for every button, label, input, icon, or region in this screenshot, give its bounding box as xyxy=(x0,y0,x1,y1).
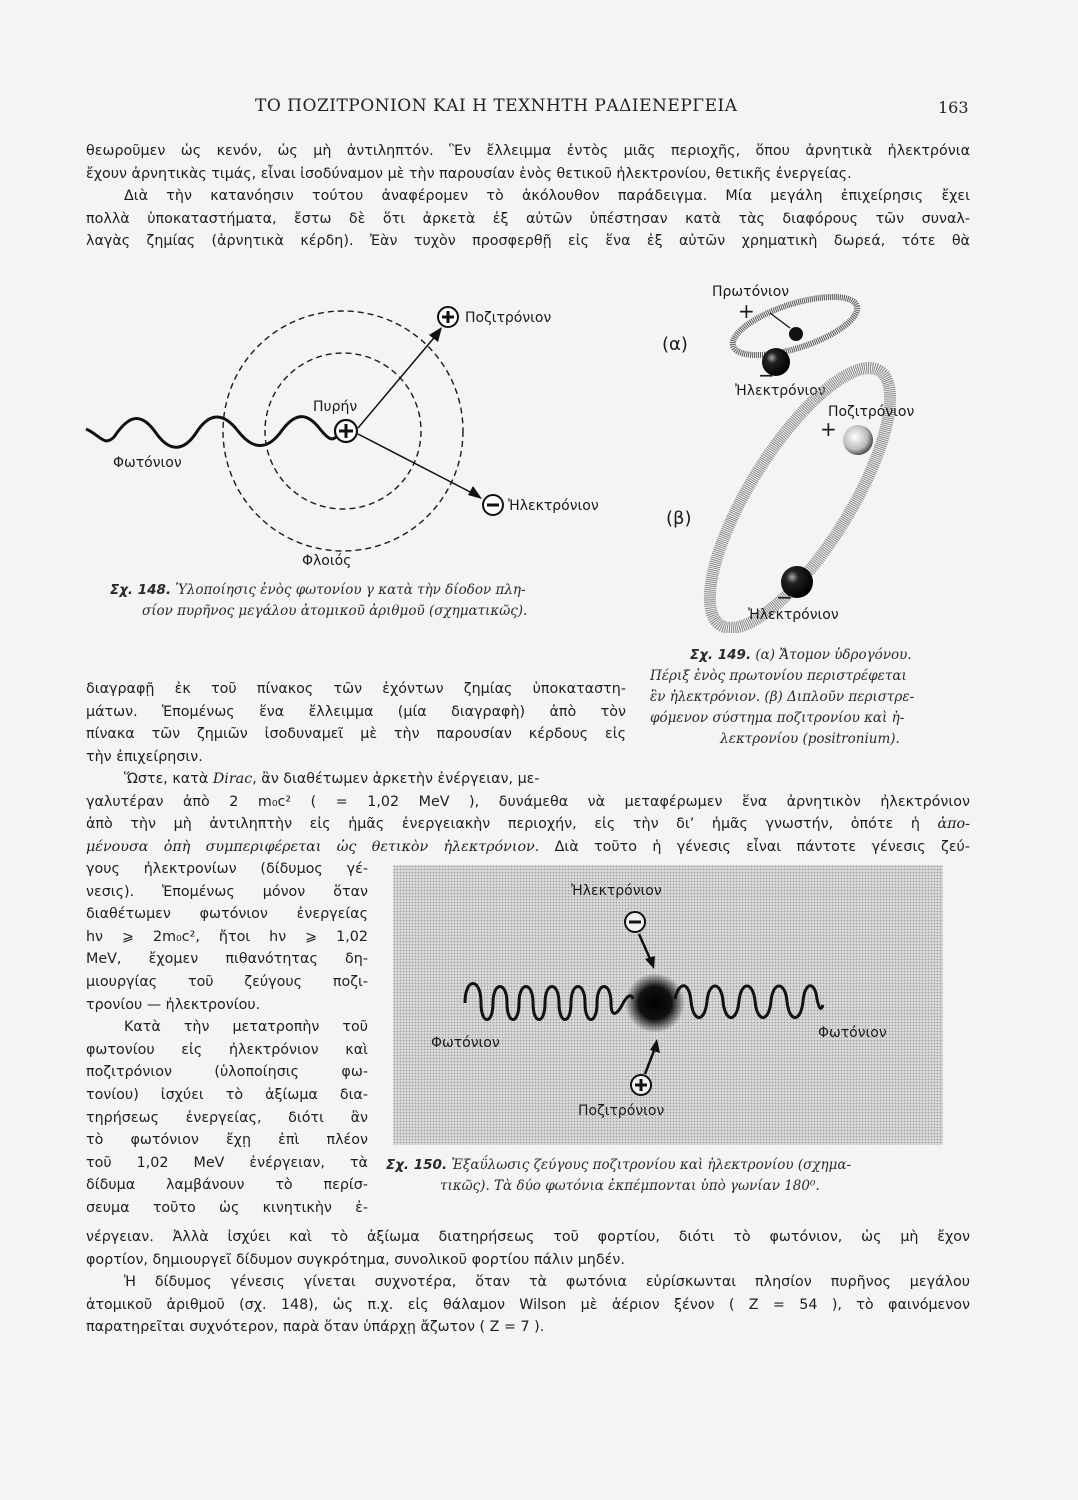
text-line: τὸ φωτόνιον ἔχῃ ἐπὶ πλέον xyxy=(86,1132,368,1149)
text-line: hν ⩾ 2m₀c², ἤτοι hν ⩾ 1,02 xyxy=(86,928,368,945)
caption-line: Πέριξ ἑνὸς πρωτονίου περιστρέφεται xyxy=(650,668,907,684)
dirac-text xyxy=(86,768,970,858)
text-line: διαγραφῇ ἐκ τοῦ πίνακος τῶν ἐχόντων ζημίας ὑποκαταστη- xyxy=(86,681,626,697)
running-header: ΤΟ ΠΟΖΙΤΡΟΝΙΟΝ ΚΑΙ Η ΤΕΧΝΗΤΗ ΡΑΔΙΕΝΕΡΓΕΙΑ xyxy=(255,96,738,116)
label-a: (α) xyxy=(662,334,688,355)
annihilation-point xyxy=(625,973,685,1033)
text-line: Διὰ τὴν κατανόησιν τούτου ἀναφέρομεν τὸ ἀκόλουθον παράδειγμα. Μία μεγάλη ἐπιχείρησις ἔχει xyxy=(124,188,970,205)
text-line: παρατηρεῖται συχνότερον, παρὰ ὅταν ὑπάρχῃ ἄζωτον ( Z = 7 ). xyxy=(86,1319,545,1336)
caption-line: σίον πυρῆνος μεγάλου ἀτομικοῦ ἀριθμοῦ (σχηματικῶς). xyxy=(142,603,528,619)
text-line: πολλὰ ὑποκαταστήματα, ἔστω δὲ ὅτι ἀρκετὰ ἐξ αὐτῶν ὑπέστησαν κατὰ τὰς διαφόρους τῶν συναλ- xyxy=(86,210,970,227)
mid-text xyxy=(86,678,626,768)
caption-line: φόμενον σύστημα ποζιτρονίου καὶ ἠ- xyxy=(650,710,905,726)
label-photon-right: Φωτόνιον xyxy=(818,1025,887,1041)
label-proton: Πρωτόνιον xyxy=(712,284,790,300)
text-line: γους ἠλεκτρονίων (δίδυμος γέ- xyxy=(86,861,368,877)
text-line: θεωροῦμεν ὡς κενόν, ὡς μὴ ἀντιληπτόν. Ἓν ἔλλειμμα ἐντὸς μιᾶς περιοχῆς, ὅπου ἀρνητικὰ ἠλεκτρόνια xyxy=(86,143,970,159)
text-line: Ἡ δίδυμος γένεσις γίνεται συχνοτέρα, ὅταν τὰ φωτόνια εὑρίσκωνται πλησίον πυρῆνος μεγάλου xyxy=(124,1274,970,1291)
label-positron: Ποζιτρόνιον xyxy=(465,310,552,326)
label-photon: Φωτόνιον xyxy=(113,455,182,471)
plus-sign: + xyxy=(738,299,755,323)
figure-149-atom-and-positronium xyxy=(640,278,960,633)
text-line: γαλυτέραν ἀπὸ 2 m₀c² ( = 1,02 MeV ), δυνάμεθα νὰ μεταφέρωμεν ἕνα ἀρνητικὸν ἠλεκτρόνιον xyxy=(86,793,970,810)
positron-track xyxy=(358,333,438,428)
left-column-text xyxy=(86,858,368,1220)
text-line: λαγὰς ζημίας (ἀρνητικὰ κέρδη). Ἐὰν τυχὸν προσφερθῇ εἰς ἕνα ἐξ αὐτῶν χρηματικὴ δωρεά, τότε θὰ xyxy=(86,233,970,250)
caption-line: (α) Ἄτομον ὑδρογόνου. xyxy=(755,647,912,663)
text-line: μιουργίας τοῦ ζεύγους ποζι- xyxy=(86,973,368,990)
figure-number: Σχ. 148. xyxy=(110,582,172,598)
text-line: τονίου) ἰσχύει τὸ ἀξίωμα δια- xyxy=(86,1086,368,1103)
figure-150-caption xyxy=(386,1155,976,1197)
minus-sign: − xyxy=(776,585,793,609)
label-positron: Ποζιτρόνιον xyxy=(578,1103,665,1119)
text-line: μάτων. Ἑπομένως ἕνα ἔλλειμμα (μία διαγραφὴ) ἀπὸ τὸν xyxy=(86,703,626,720)
caption-line: Ἐξαΰλωσις ζεύγους ποζιτρονίου καὶ ἠλεκτρονίου (σχημα- xyxy=(451,1157,852,1173)
text-line: MeV, ἔχομεν πιθανότητας δη- xyxy=(86,951,368,968)
text-line: τοῦ 1,02 MeV ἐνέργειαν, τὰ xyxy=(86,1154,368,1171)
text-line: ποζιτρόνιον (ὑλοποίησις φω- xyxy=(86,1064,368,1081)
caption-line: Ὑλοποίησις ἑνὸς φωτονίου γ κατὰ τὴν δίοδον πλη- xyxy=(175,582,526,598)
figure-148-caption xyxy=(110,580,630,622)
figure-number: Σχ. 150. xyxy=(386,1157,448,1173)
figure-149-caption xyxy=(650,645,970,750)
text-span: . Διὰ τοῦτο ἡ γένεσις εἶναι πάντοτε γένεσις ζεύ- xyxy=(534,838,970,855)
photon-wave xyxy=(86,417,336,448)
text-line: νέργειαν. Ἀλλὰ ἰσχύει καὶ τὸ ἀξίωμα διατηρήσεως τοῦ φορτίου, διότι τὸ φωτόνιον, ὡς μὴ ἔχον xyxy=(86,1229,970,1245)
figure-148-pair-production xyxy=(80,285,640,575)
label-nucleus: Πυρήν xyxy=(313,399,358,415)
figure-number: Σχ. 149. xyxy=(690,647,752,663)
label-electron-a: Ἠλεκτρόνιον xyxy=(735,383,826,399)
end-text xyxy=(86,1226,970,1339)
person-name: Dirac xyxy=(212,771,253,787)
label-electron-b: Ἠλεκτρόνιον xyxy=(748,607,839,623)
text-line: πίνακα τῶν ζημιῶν ἰσοδυναμεῖ μὲ τὴν παρουσίαν κέρδους εἰς xyxy=(86,726,626,743)
page-number: 163 xyxy=(938,98,969,117)
plus-sign: + xyxy=(820,417,837,441)
label-b: (β) xyxy=(666,508,692,529)
text-span: , ἂν διαθέτωμεν ἀρκετὴν ἐνέργειαν, με- xyxy=(252,771,540,787)
text-line: διαθέτωμεν φωτόνιον ἐνεργείας xyxy=(86,906,368,923)
text-line: σευμα τοῦτο ὡς κινητικὴν ἐ- xyxy=(86,1199,368,1216)
positron-ball xyxy=(843,425,873,455)
text-line: φορτίον, δημιουργεῖ δίδυμον συγκρότημα, συνολικοῦ φορτίου πάλιν μηδέν. xyxy=(86,1251,625,1268)
text-span: Ὥστε, κατὰ xyxy=(124,771,213,787)
label-electron: Ἠλεκτρόνιον xyxy=(571,883,662,899)
caption-line: τικῶς). Τὰ δύο φωτόνια ἐκπέμπονται ὑπὸ γωνίαν 180⁰. xyxy=(440,1178,820,1194)
label-photon-left: Φωτόνιον xyxy=(431,1035,500,1051)
intro-text xyxy=(86,140,970,253)
text-line: δίδυμα λαμβάνουν τὸ περίσ- xyxy=(86,1177,368,1194)
caption-line: ἓν ἠλεκτρόνιον. (β) Διπλοῦν περιστρε- xyxy=(650,689,915,705)
caption-line: λεκτρονίου (positronium). xyxy=(720,731,900,747)
label-shell: Φλοιός xyxy=(302,553,352,569)
text-line: τὴν ἐπιχείρησιν. xyxy=(86,748,203,765)
text-line: τρονίου — ἠλεκτρονίου. xyxy=(86,996,261,1013)
label-positron-b: Ποζιτρόνιον xyxy=(828,404,915,420)
text-line: ἔχουν ἀρνητικὰς τιμάς, εἶναι ἰσοδύναμον μὲ τὴν παρουσίαν ἑνὸς θετικοῦ ἠλεκτρονίου, θετικῆς ἐνεργείας. xyxy=(86,165,852,182)
proton-dot xyxy=(789,327,803,341)
text-line: ἀτομικοῦ ἀριθμοῦ (σχ. 148), ὡς π.χ. εἰς θάλαμον Wilson μὲ ἀέριον ξένον ( Z = 54 ), τὸ φαινόμενον xyxy=(86,1296,970,1313)
text-line: νεσις). Ἑπομένως μόνον ὅταν xyxy=(86,883,368,900)
text-span: ἀπο- xyxy=(937,816,970,833)
text-line: τηρήσεως ἐνεργείας, διότι ἂν xyxy=(86,1109,368,1126)
text-span: ἀπὸ τὴν μὴ ἀντιληπτὴν εἰς ἡμᾶς ἐνεργειακὴν περιοχήν, εἰς τὴν δι’ ἡμᾶς γνωστήν, ὁπότε ἡ xyxy=(86,816,938,833)
minus-sign: − xyxy=(758,363,775,387)
text-line: φωτονίου εἰς ἠλεκτρόνιον καὶ xyxy=(86,1041,368,1058)
text-line: Κατὰ τὴν μετατροπὴν τοῦ xyxy=(124,1019,368,1036)
text-span: μένουσα ὀπὴ συμπεριφέρεται ὡς θετικὸν ἠλεκτρόνιον xyxy=(86,838,535,855)
label-electron: Ἠλεκτρόνιον xyxy=(508,498,599,514)
figure-150-annihilation xyxy=(393,865,943,1145)
